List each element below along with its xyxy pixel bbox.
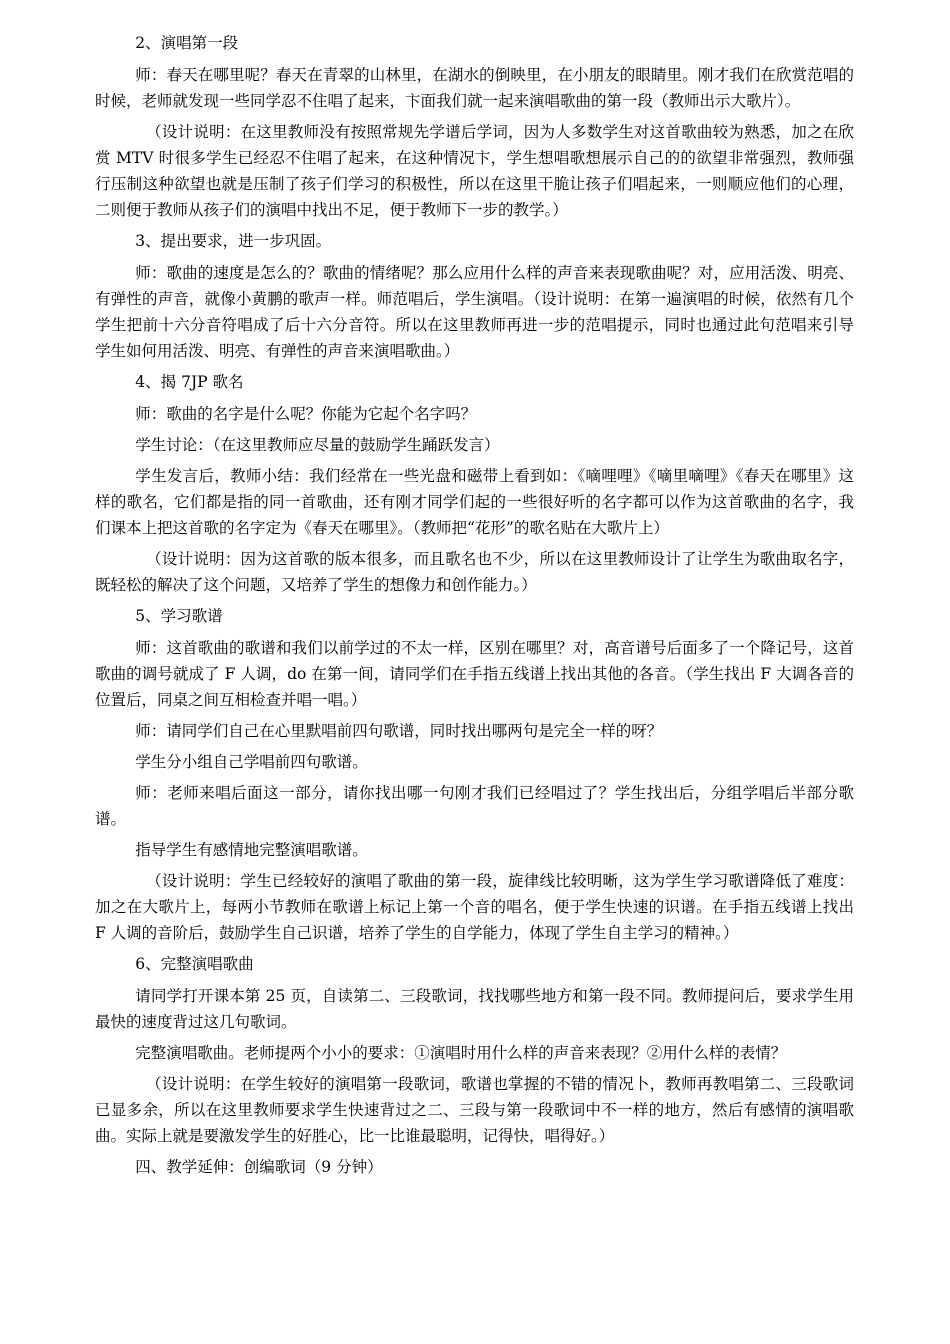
paragraph: 学生分小组自己学唱前四句歌谱。 (135, 753, 368, 771)
paragraph: 学生讨论：（在这里教师应尽量的鼓励学生踊跃发言） (135, 436, 500, 454)
paragraph: 学生发言后，教师小结：我们经常在一些光盘和磁带上看到如：《嘀哩哩》《嘀里嘀哩》《春天在哪里》这样的歌名，它们都是指的同一首歌曲，还有刚才同学们起的一些很好听的名字都可以作为这首歌曲的名字，我们课本上把这首歌的名字定为《春天在哪里》。（教师把“花形”的歌名贴在大歌片上） (95, 467, 854, 537)
paragraph: 师：老师来唱后面这一部分，请你找出哪一句刚才我们已经唱过了？学生找出后，分组学唱后半部分歌谱。 (95, 784, 854, 828)
section-heading: 6、完整演唱歌曲 (135, 955, 254, 973)
section-heading: 2、演唱第一段 (135, 34, 239, 52)
paragraph: 师：这首歌曲的歌谱和我们以前学过的不太一样，区别在哪里？对，高音谱号后面多了一个降记号，这首歌曲的调号就成了 F 人调，do 在第一间，请同学们在手指五线谱上找出其他的各音。（学生找出 F 大调各音的位置后，同桌之间互相检查并唱一唱。） (95, 639, 854, 709)
paragraph: 师：请同学们自己在心里默唱前四句歌谱，同时找出哪两句是完全一样的呀？ (135, 722, 663, 740)
paragraph: 师：歌曲的名字是什么呢？你能为它起个名字吗？ (135, 405, 477, 423)
paragraph: 指导学生有感情地完整演唱歌谱。 (135, 841, 368, 859)
section-heading: 四、教学延伸：创编歌词（9 分钟） (135, 1158, 383, 1176)
paragraph: 完整演唱歌曲。老师提两个小小的要求：①演唱时用什么样的声音来表现？②用什么样的表情？ (135, 1044, 787, 1062)
design-note: （设计说明：学生已经较好的演唱了歌曲的第一段，旋律线比较明晰，这为学生学习歌谱降低了难度：加之在大歌片上，每两小节教师在歌谱上标记上第一个音的唱名，便于学生快速的识谱。在手指五线谱上找出 F 人调的音阶后，鼓励学生自己识谱，培养了学生的自学能力，体现了学生自主学习的精神。） (95, 872, 854, 942)
paragraph: 请同学打开课本第 25 页，自读第二、三段歌词，找找哪些地方和第一段不同。教师提问后，要求学生用最快的速度背过这几句歌词。 (95, 987, 854, 1031)
paragraph: 师：春天在哪里呢？春天在青翠的山林里，在湖水的倒映里，在小朋友的眼睛里。刚才我们在欣赏范唱的时候，老师就发现一些同学忍不住唱了起来，卞面我们就一起来演唱歌曲的第一段（教师出示大歌片）。 (95, 66, 854, 110)
design-note: （设计说明：在这里教师没有按照常规先学谱后学词，因为人多数学生对这首歌曲较为熟悉，加之在欣赏 MTV 时很多学生已经忍不住唱了起来，在这种情况卞，学生想唱歌想展示自己的的欲望非常强烈，教师强行压制这种欲望也就是压制了孩子们学习的积极性，所以在这里干脆让孩子们唱起来，一则顺应他们的心理，二则便于教师从孩子们的演唱中找出不足，便于教师下一步的教学。） (95, 123, 854, 219)
section-heading: 5、学习歌谱 (135, 607, 223, 625)
section-heading: 4、揭 7JP 歌名 (135, 373, 244, 391)
paragraph: 师：歌曲的速度是怎么的？歌曲的情绪呢？那么应用什么样的声音来表现歌曲呢？对，应用活泼、明亮、有弹性的声音，就像小黄鹏的歌声一样。师范唱后，学生演唱。（设计说明：在第一遍演唱的时候，依然有几个学生把前十六分音符唱成了后十六分音符。所以在这里教师再进一步的范唱提示，同时也通过此句范唱来引导学生如何用活泼、明亮、有弹性的声音来演唱歌曲。） (95, 264, 854, 360)
design-note: （设计说明：在学生较好的演唱第一段歌词，歌谱也掌握的不错的情况卜，教师再教唱第二、三段歌词已显多余，所以在这里教师要求学生快速背过之二、三段与第一段歌词中不一样的地方，然后有感情的演唱歌曲。实际上就是要激发学生的好胜心，比一比谁最聪明，记得快，唱得好。） (95, 1075, 854, 1145)
design-note: （设计说明：因为这首歌的版本很多，而且歌名也不少，所以在这里教师设计了让学生为歌曲取名字，既轻松的解决了这个问题，又培养了学生的想像力和创作能力。） (95, 550, 854, 594)
section-heading: 3、提出要求，进一步巩固。 (135, 232, 332, 250)
